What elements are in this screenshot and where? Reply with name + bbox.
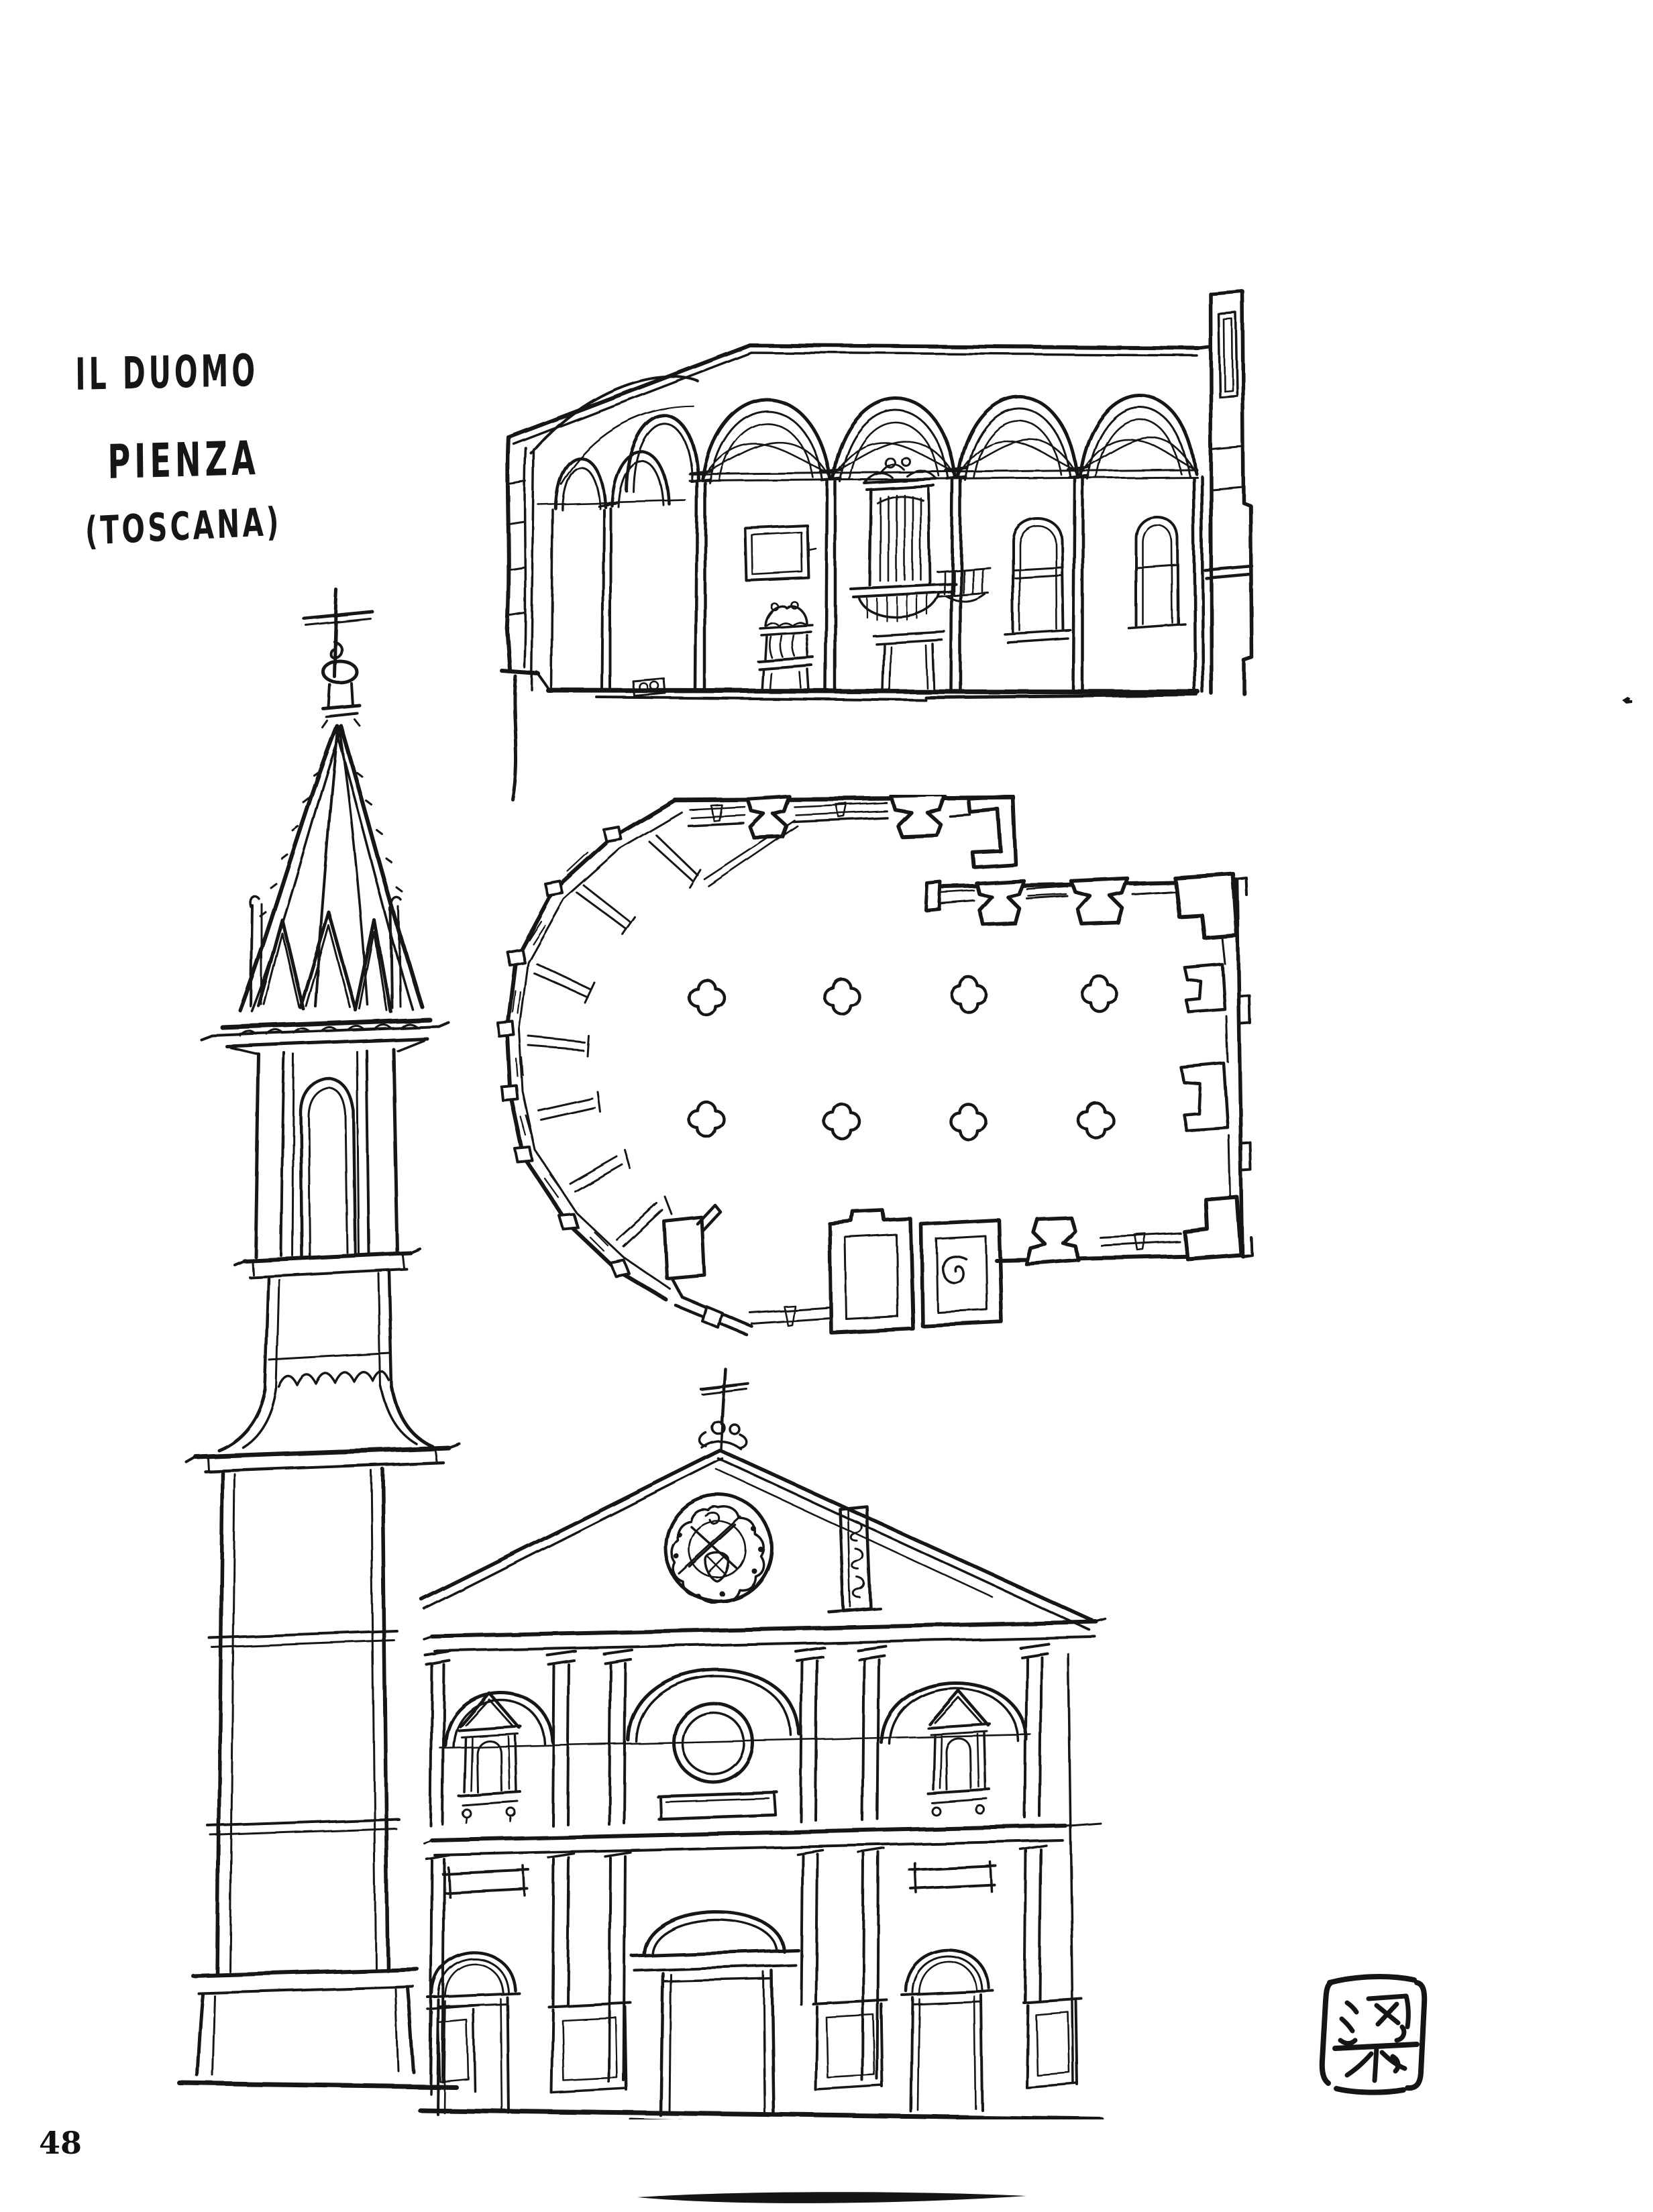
title-line-3: (TOSCANA) [85, 498, 282, 554]
main-portal [632, 1912, 798, 2115]
seal [1308, 1965, 1442, 2106]
ink-speck [1617, 692, 1637, 708]
seal-character-strokes [1335, 1996, 1417, 2081]
bottom-rule [624, 2185, 1040, 2212]
elevation-drawing [161, 577, 1114, 2119]
papal-coat-of-arms [665, 1495, 771, 1602]
title-line-1: IL DUOMO [75, 344, 259, 400]
title-line-2: PIENZA [107, 431, 260, 490]
side-door-right [902, 1950, 993, 2111]
bell-tower [180, 590, 459, 2087]
niche-right [928, 1690, 990, 1815]
facade [420, 1368, 1106, 2119]
base-panels [428, 1999, 1081, 2094]
page-number: 48 [39, 2125, 83, 2161]
